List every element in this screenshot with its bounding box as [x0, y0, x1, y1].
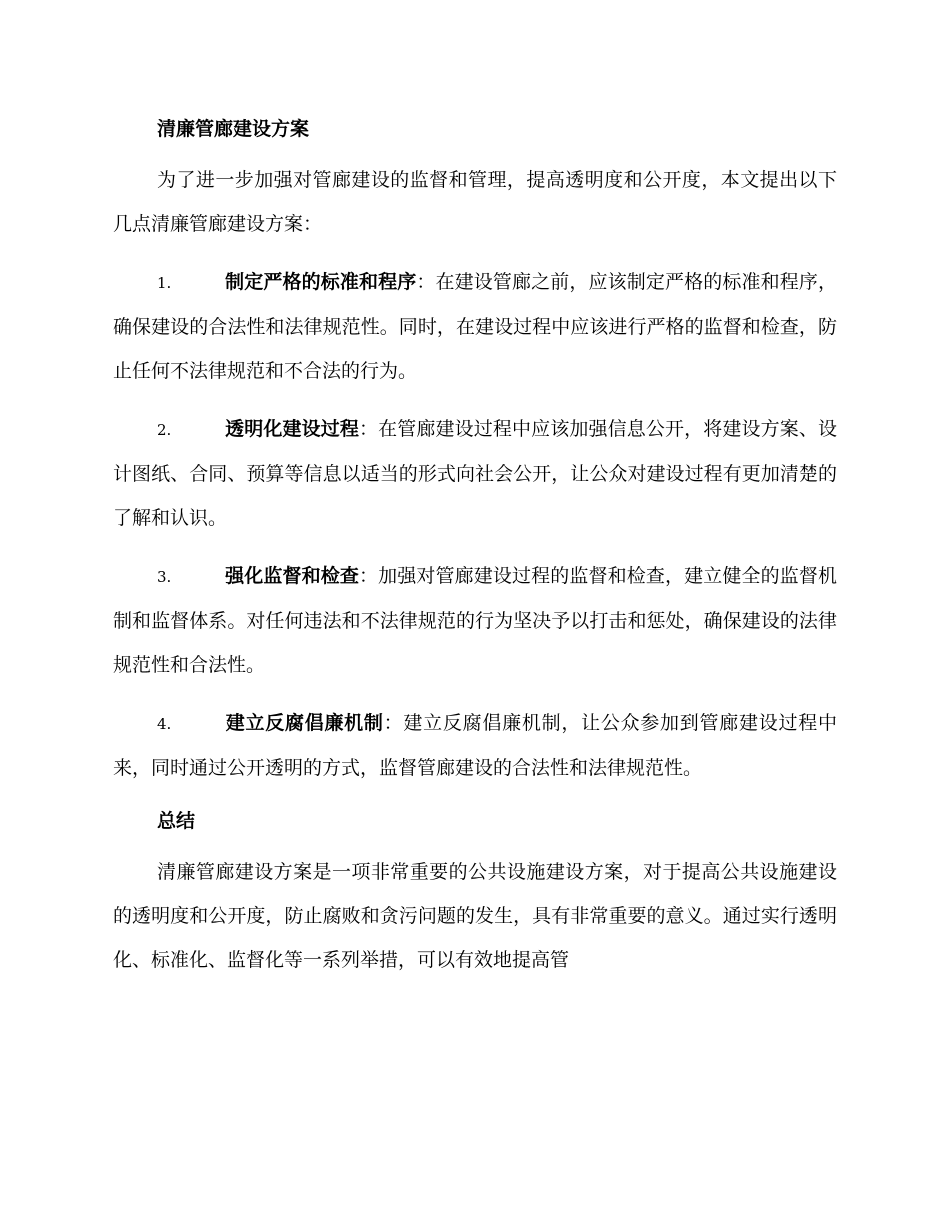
list-item-title: 制定严格的标准和程序	[225, 271, 417, 293]
document-title: 清廉管廊建设方案	[157, 118, 310, 140]
list-item-text: 在建设管廊之前，应该制定严格的标准和程序，确保建设的合法性和法律规范性。同时，在建设过程中应该进行严格的监督和检查，防止任何不法律规范和不合法的行为。	[113, 271, 837, 382]
list-number: 2.	[157, 421, 172, 439]
list-item-text: 加强对管廊建设过程的监督和检查，建立健全的监督机制和监督体系。对任何违法和不法律规范的行为坚决予以打击和惩处，确保建设的法律规范性和合法性。	[113, 565, 837, 676]
list-item-title: 强化监督和检查	[225, 565, 359, 587]
list-number: 1.	[157, 274, 172, 292]
list-item-text: 建立反腐倡廉机制，让公众参加到管廊建设过程中来，同时通过公开透明的方式，监督管廊建设的合法性和法律规范性。	[113, 712, 837, 779]
summary-heading: 总结	[157, 810, 196, 832]
list-item-4	[113, 701, 837, 790]
list-item-1	[113, 260, 837, 393]
list-item-separator: ：	[383, 712, 404, 734]
list-item-title: 建立反腐倡廉机制	[225, 712, 384, 734]
list-item-3	[113, 554, 837, 687]
list-item-title: 透明化建设过程	[225, 418, 359, 440]
intro-paragraph: 为了进一步加强对管廊建设的监督和管理，提高透明度和公开度，本文提出以下几点清廉管廊建设方案：	[113, 169, 837, 235]
list-item-separator: ：	[416, 271, 436, 293]
list-item-text: 在管廊建设过程中应该加强信息公开，将建设方案、设计图纸、合同、预算等信息以适当的形式向社会公开，让公众对建设过程有更加清楚的了解和认识。	[113, 418, 837, 529]
document-content	[113, 112, 837, 996]
list-item-separator: ：	[359, 565, 379, 587]
summary-paragraph: 清廉管廊建设方案是一项非常重要的公共设施建设方案，对于提高公共设施建设的透明度和公开度，防止腐败和贪污问题的发生，具有非常重要的意义。通过实行透明化、标准化、监督化等一系列举措，可以有效地提高管	[113, 861, 837, 971]
list-number: 3.	[157, 568, 172, 586]
list-item-separator: ：	[359, 418, 379, 440]
list-number: 4.	[157, 715, 172, 733]
list-item-2	[113, 407, 837, 540]
